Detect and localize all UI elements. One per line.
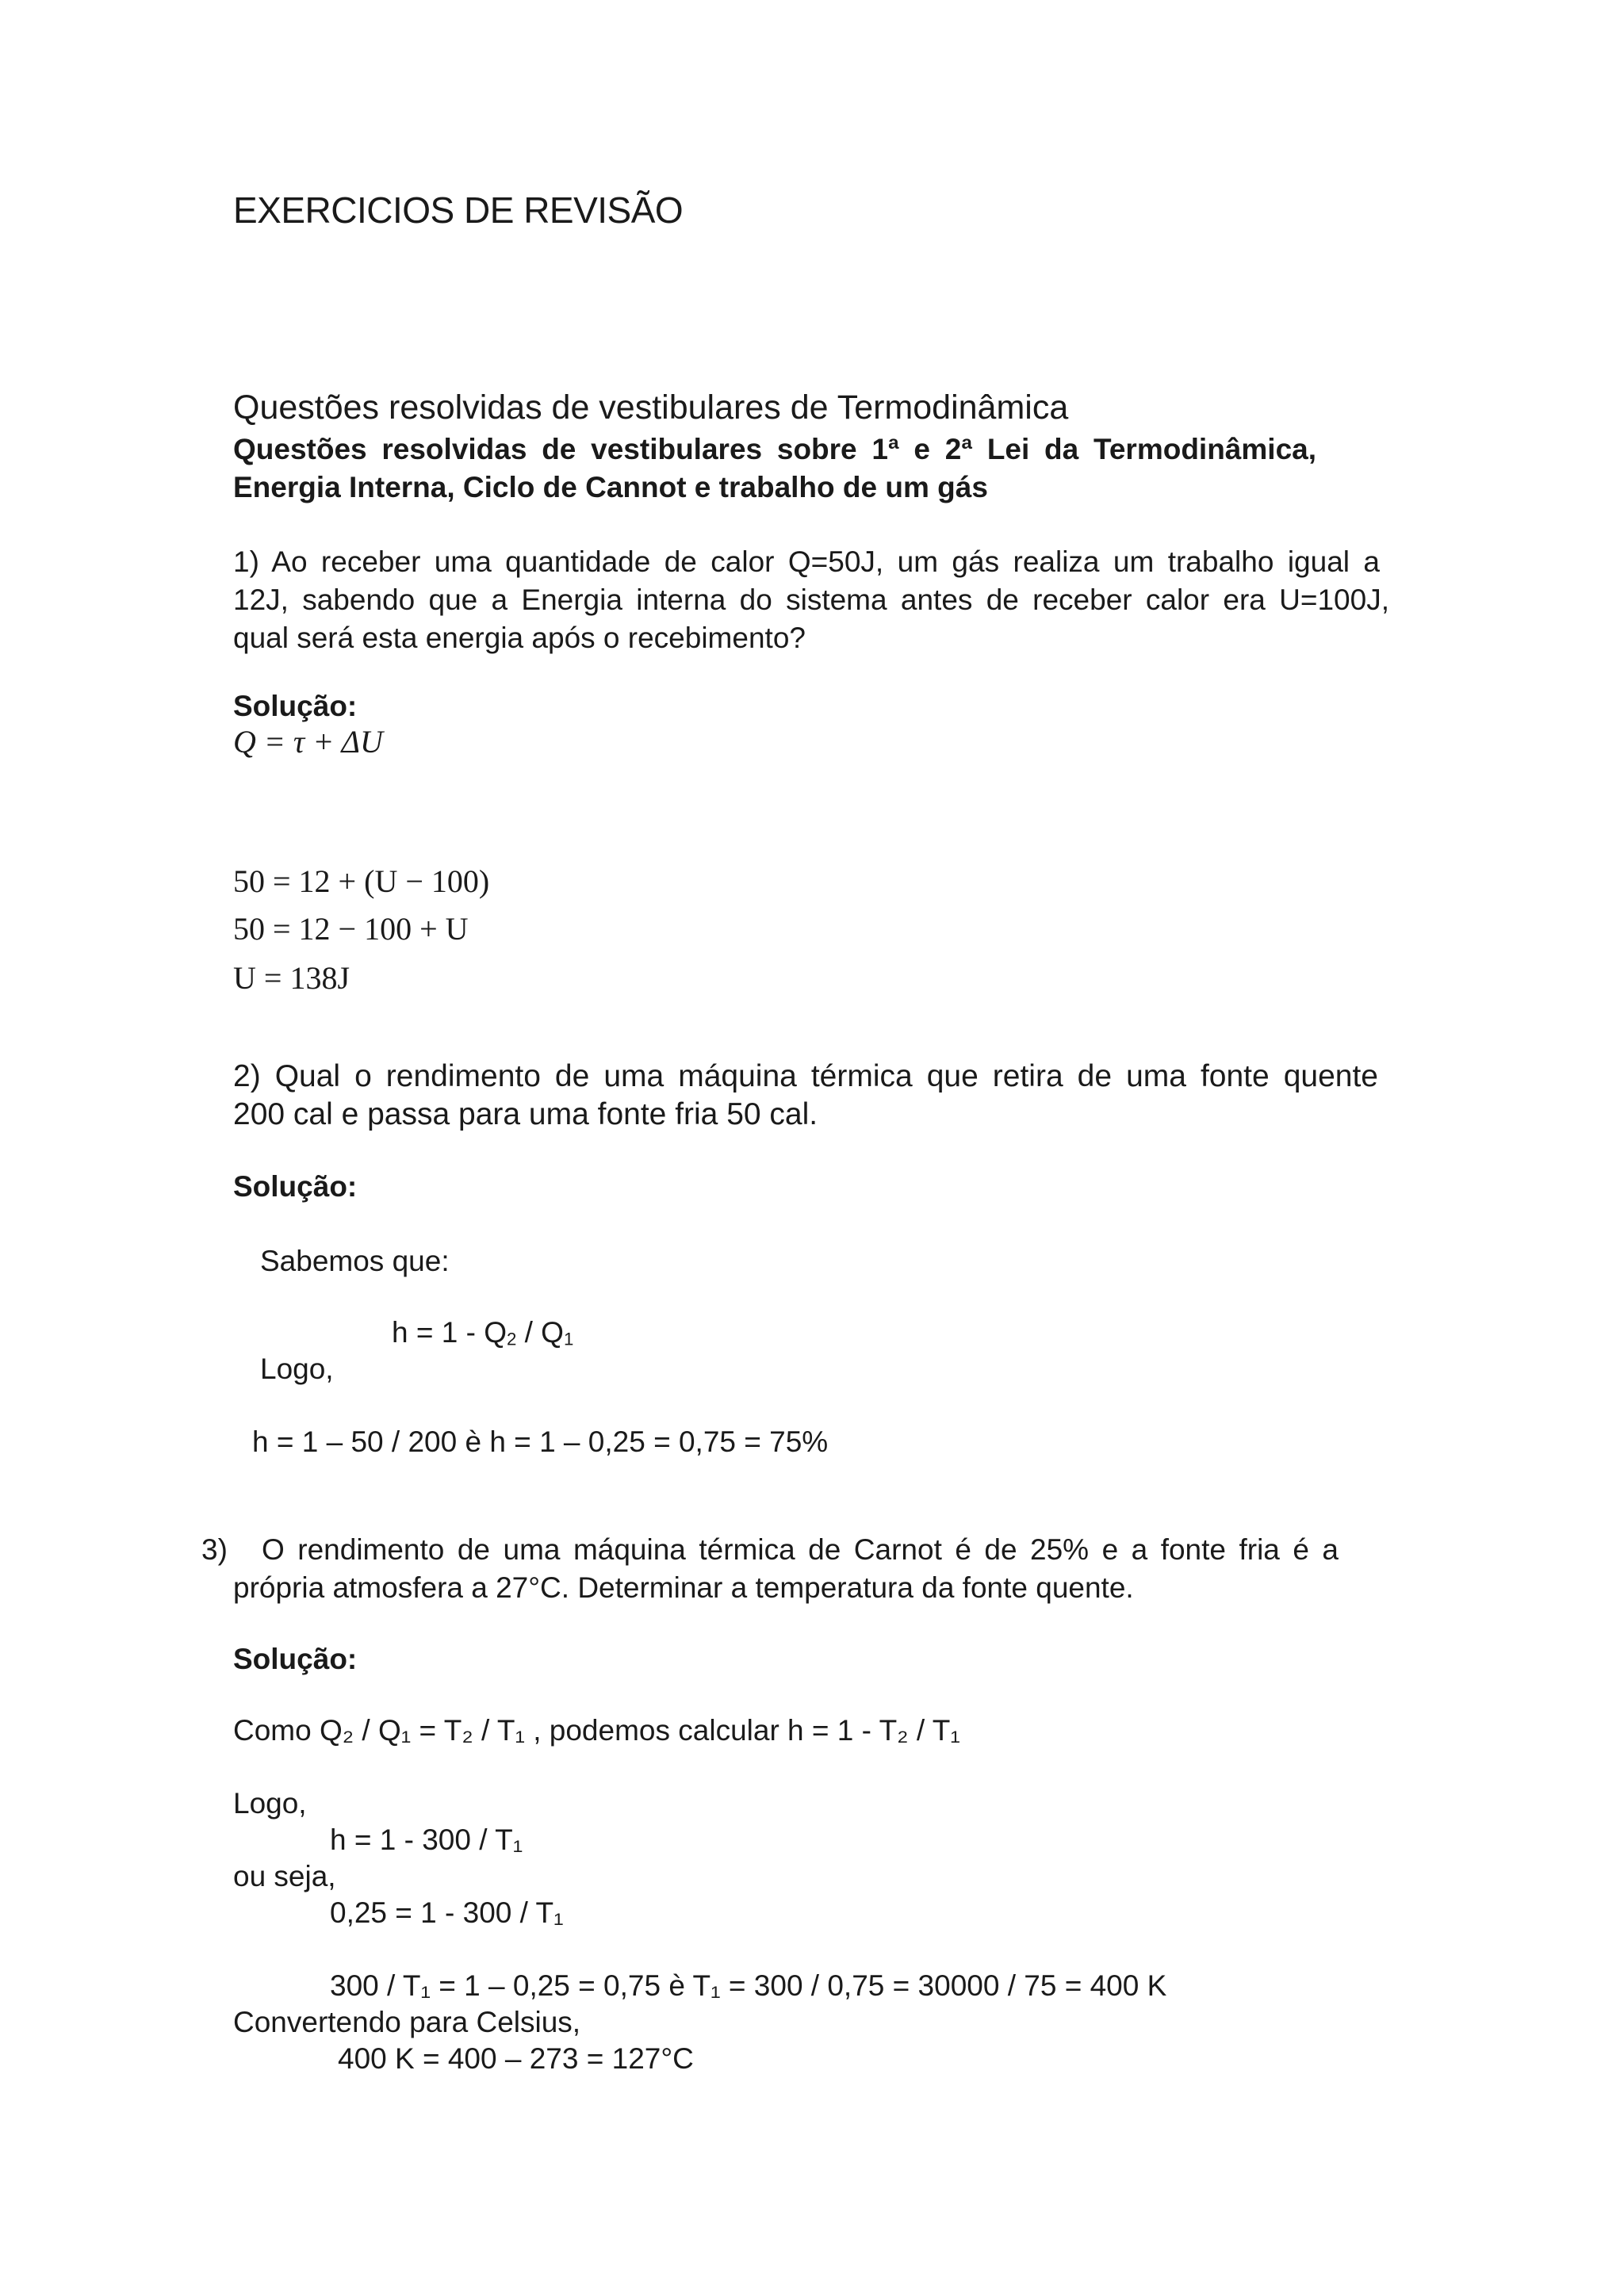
section-heading: Questões resolvidas de vestibulares de Termodinâmica [233, 388, 1069, 427]
q3-eq-4: 400 K = 400 – 273 = 127°C [338, 2042, 694, 2075]
q3-eq-3: 300 / T₁ = 1 – 0,25 = 0,75 è T₁ = 300 / 0,75 = 30000 / 75 = 400 K [330, 1969, 1167, 2002]
page-title: EXERCICIOS DE REVISÃO [233, 189, 684, 231]
q1-step-3: U = 138J [233, 960, 350, 996]
q1-step-2: 50 = 12 − 100 + U [233, 911, 469, 947]
q2-result: h = 1 – 50 / 200 è h = 1 – 0,25 = 0,75 = 75% [252, 1425, 829, 1458]
q1-step-1: 50 = 12 + (U − 100) [233, 863, 490, 899]
q2-logo: Logo, [260, 1353, 334, 1385]
q3-logo: Logo, [233, 1787, 307, 1820]
q1-solution-label: Solução: [233, 690, 358, 722]
q1-line-1: 1) Ao receber uma quantidade de calor Q=50J, um gás realiza um trabalho igual a [233, 545, 1380, 578]
q2-formula-part-b: / Q [516, 1316, 564, 1349]
q3-como: Como Q₂ / Q₁ = T₂ / T₁ , podemos calcular h = 1 - T₂ / T₁ [233, 1714, 960, 1747]
q1-line-3: qual será esta energia após o recebimento? [233, 622, 806, 654]
q3-line-1: O rendimento de uma máquina térmica de Carnot é de 25% e a fonte fria é a [262, 1533, 1339, 1566]
q3-convert: Convertendo para Celsius, [233, 2006, 581, 2038]
q3-eq-2: 0,25 = 1 - 300 / T₁ [330, 1896, 564, 1929]
q2-solution-label: Solução: [233, 1170, 358, 1203]
q2-line-1: 2) Qual o rendimento de uma máquina térmica que retira de uma fonte quente [233, 1059, 1378, 1093]
q2-know: Sabemos que: [260, 1245, 450, 1277]
q2-formula [392, 1316, 573, 1349]
q2-formula-sub-1: 1 [563, 1329, 574, 1349]
q3-solution-label: Solução: [233, 1643, 358, 1675]
q3-ou-seja: ou seja, [233, 1860, 336, 1892]
q3-eq-1: h = 1 - 300 / T₁ [330, 1823, 523, 1856]
section-bold-line-2: Energia Interna, Ciclo de Cannot e trabalho de um gás [233, 471, 988, 503]
q2-line-2: 200 cal e passa para uma fonte fria 50 cal. [233, 1097, 818, 1131]
q2-formula-sub-2: 2 [506, 1329, 517, 1349]
q3-number: 3) [201, 1533, 228, 1566]
q1-line-2: 12J, sabendo que a Energia interna do sistema antes de receber calor era U=100J, [233, 584, 1389, 616]
section-bold-line-1: Questões resolvidas de vestibulares sobre 1ª e 2ª Lei da Termodinâmica, [233, 433, 1316, 465]
q2-formula-part-a: h = 1 - Q [392, 1316, 507, 1349]
q3-line-2: própria atmosfera a 27°C. Determinar a temperatura da fonte quente. [233, 1571, 1134, 1604]
q1-formula: Q = τ + ΔU [233, 724, 383, 760]
